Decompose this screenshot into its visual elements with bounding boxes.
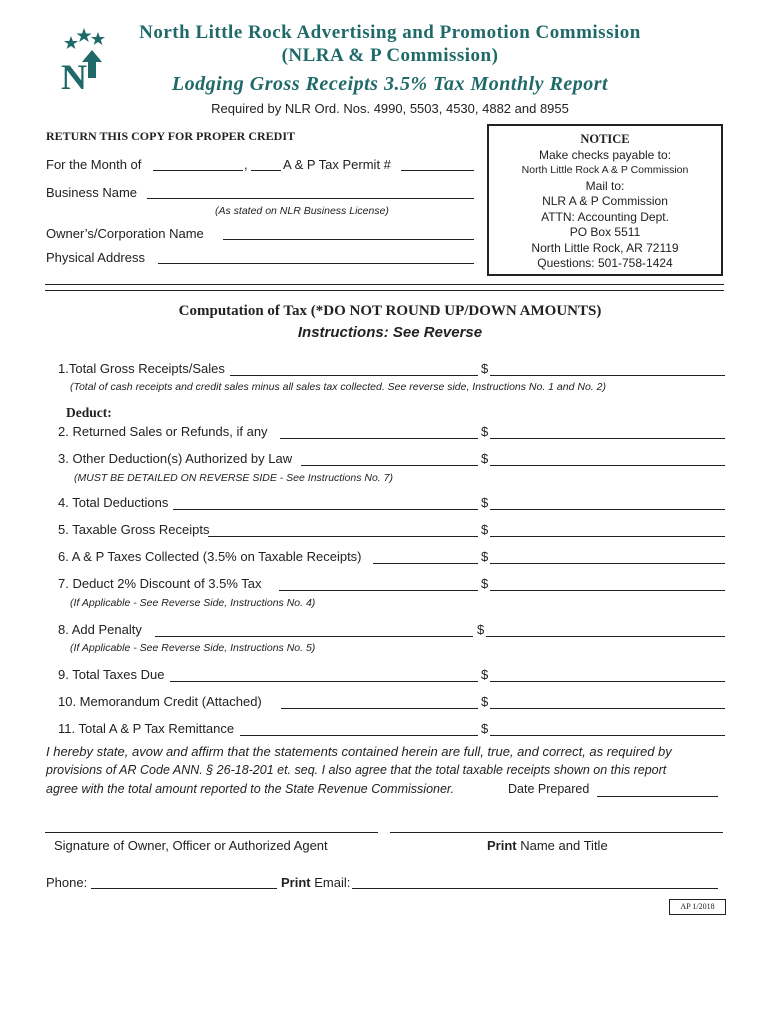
item6-leader [373,563,478,564]
notice-line7: North Little Rock, AR 72119 [531,240,679,255]
permit-label: A & P Tax Permit # [283,157,391,172]
item2-dollar: $ [481,424,489,439]
item6-label: 6. A & P Taxes Collected (3.5% on Taxable Receipts) [58,549,362,564]
item4-leader [173,509,478,510]
item11-amount[interactable] [490,735,725,736]
subtitle: Required by NLR Ord. Nos. 4990, 5503, 4530, 4882 and 8955 [211,101,569,116]
notice-line3: Mail to: [585,178,625,193]
item3-label: 3. Other Deduction(s) Authorized by Law [58,451,293,466]
item8-dollar: $ [477,622,485,637]
form-id: AP 1/2018 [669,899,726,915]
notice-line4: NLR A & P Commission [542,194,668,208]
item4-amount[interactable] [490,509,725,510]
title-line3: Lodging Gross Receipts 3.5% Tax Monthly Report [171,73,609,95]
business-note: (As stated on NLR Business License) [215,205,389,217]
item2-label: 2. Returned Sales or Refunds, if any [58,424,268,439]
item10-label: 10. Memorandum Credit (Attached) [58,694,262,709]
item3-leader [301,465,478,466]
item5-leader [208,536,478,537]
email-label-rest: Email: [310,875,351,890]
business-field[interactable] [147,198,474,199]
item10-leader [281,708,478,709]
item11-leader [240,735,478,736]
email-field[interactable] [352,888,718,889]
business-label: Business Name [46,185,138,200]
item8-label: 8. Add Penalty [58,622,142,637]
affirmation-line1: I hereby state, avow and affirm that the statements contained herein are full, true, and correct, as required by [46,744,672,759]
item7-note: (If Applicable - See Reverse Side, Instructions No. 4) [70,597,316,609]
phone-field[interactable] [91,888,277,889]
item1-note: (Total of cash receipts and credit sales minus all sales tax collected. See reverse side, Instructions No. 1 and No. 2) [70,381,606,393]
email-label [281,875,350,890]
month-label: For the Month of [46,157,142,172]
notice-line1: Make checks payable to: [538,147,672,162]
item6-dollar: $ [481,549,489,564]
permit-field[interactable] [401,170,474,171]
item3-note: (MUST BE DETAILED ON REVERSE SIDE - See Instructions No. 7) [74,472,393,484]
item11-dollar: $ [481,721,489,736]
item1-leader [230,375,478,376]
notice-title: NOTICE [580,132,630,146]
item9-label: 9. Total Taxes Due [58,667,165,682]
item1-amount[interactable] [490,375,725,376]
item4-label: 4. Total Deductions [58,495,169,510]
notice-line6: PO Box 5511 [569,225,641,239]
signature-label: Signature of Owner, Officer or Authorized Agent [54,838,328,853]
year-field[interactable] [251,170,281,171]
item3-dollar: $ [481,451,489,466]
item9-dollar: $ [481,667,489,682]
owner-field[interactable] [223,239,474,240]
item10-amount[interactable] [490,708,725,709]
item7-dollar: $ [481,576,489,591]
notice-line8: Questions: 501-758-1424 [537,256,673,270]
title-line1: North Little Rock Advertising and Promotion Commission [139,22,641,43]
item3-amount[interactable] [490,465,725,466]
address-label: Physical Address [46,250,145,265]
item7-leader [279,590,478,591]
phone-label: Phone: [46,875,88,890]
signature-field[interactable] [45,832,378,833]
item8-amount[interactable] [486,636,725,637]
notice-line5: ATTN: Accounting Dept. [541,209,669,224]
item11-label: 11. Total A & P Tax Remittance [58,721,235,736]
date-prepared-label: Date Prepared [508,782,590,796]
item5-label: 5. Taxable Gross Receipts [58,522,210,537]
item9-leader [170,681,478,682]
item7-amount[interactable] [490,590,725,591]
item2-leader [280,438,478,439]
print-name-rest: Name and Title [516,838,608,853]
comma: , [244,157,248,172]
title-line2: (NLRA & P Commission) [281,45,499,66]
deduct-heading: Deduct: [66,405,112,420]
print-name-bold: Print [487,838,517,853]
owner-label: Owner’s/Corporation Name [46,226,204,241]
item6-amount[interactable] [490,563,725,564]
item2-amount[interactable] [490,438,725,439]
print-name-field[interactable] [390,832,723,833]
item4-dollar: $ [481,495,489,510]
print-name-label [487,838,608,853]
affirmation-line3: agree with the total amount reported to the State Revenue Commissioner. [46,782,455,796]
item8-leader [155,636,473,637]
logo-letter: N [61,57,87,97]
item10-dollar: $ [481,694,489,709]
item7-label: 7. Deduct 2% Discount of 3.5% Tax [58,576,262,591]
item1-label: 1.Total Gross Receipts/Sales [58,361,225,376]
item8-note: (If Applicable - See Reverse Side, Instructions No. 5) [70,642,316,654]
month-field[interactable] [153,170,243,171]
item5-amount[interactable] [490,536,725,537]
address-field[interactable] [158,263,474,264]
affirmation-line2: provisions of AR Code ANN. § 26-18-201 et. seq. I also agree that the total taxable receipts shown on this report [46,763,667,777]
email-label-bold: Print [281,875,311,890]
item1-dollar: $ [481,361,489,376]
return-notice: RETURN THIS COPY FOR PROPER CREDIT [46,129,296,143]
computation-title: Computation of Tax (*DO NOT ROUND UP/DOWN AMOUNTS) [178,303,602,319]
notice-line2: North Little Rock A & P Commission [521,164,689,176]
section-divider [45,284,724,291]
item5-dollar: $ [481,522,489,537]
notice-box [487,124,723,276]
item9-amount[interactable] [490,681,725,682]
date-prepared-field[interactable] [597,796,718,797]
instructions-label: Instructions: See Reverse [297,324,483,341]
